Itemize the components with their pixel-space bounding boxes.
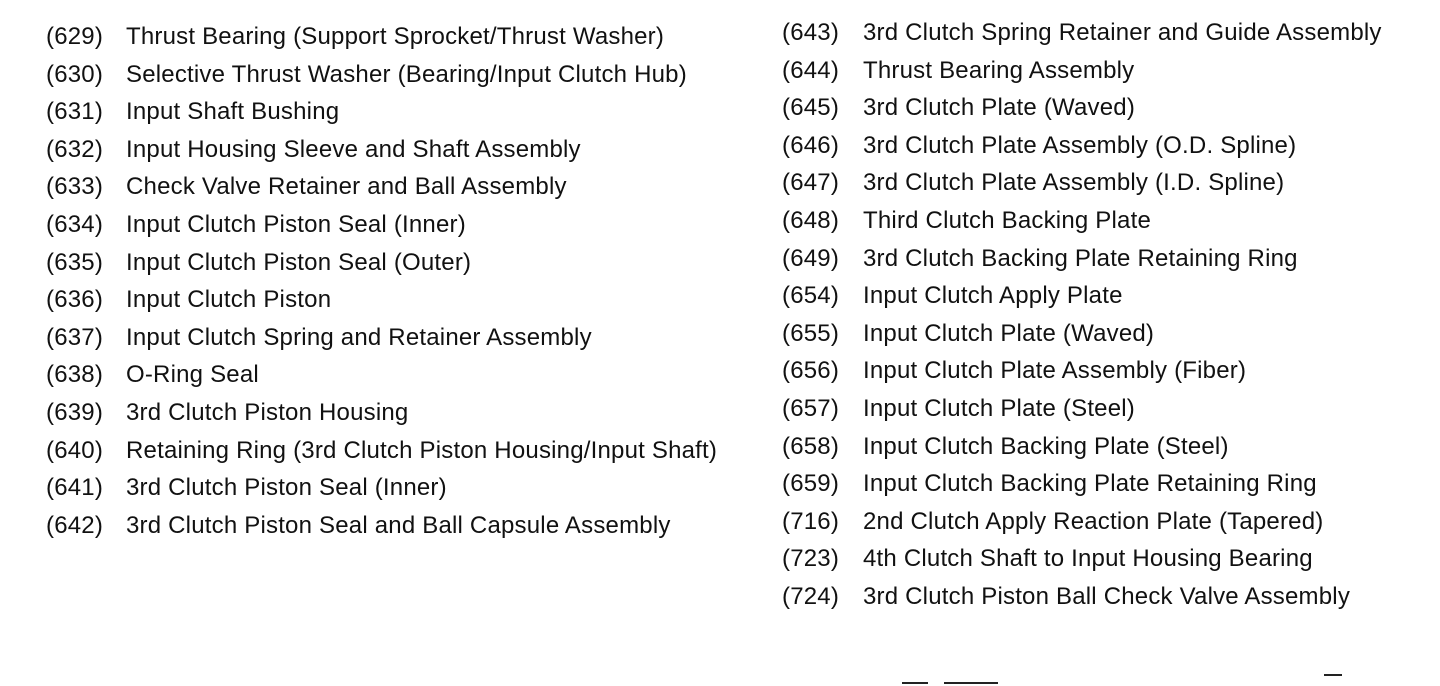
part-description: Check Valve Retainer and Ball Assembly [126,173,567,201]
part-entry [46,398,746,427]
part-entry [46,210,746,239]
part-description: 4th Clutch Shaft to Input Housing Bearing [863,545,1313,573]
scan-mark [902,682,928,684]
part-description: 3rd Clutch Spring Retainer and Guide Assembly [863,19,1382,46]
part-description: Input Clutch Piston Seal (Inner) [126,210,466,238]
part-number: (630) [46,60,104,88]
part-number: (724) [782,582,840,610]
part-entry [46,360,746,389]
part-number: (659) [782,470,840,498]
part-number: (641) [46,474,104,502]
right-parts-column [782,18,1432,620]
part-description: Input Clutch Backing Plate (Steel) [863,432,1229,460]
part-entry [46,248,746,277]
part-entry [46,22,746,51]
part-number: (635) [46,248,104,276]
part-number: (631) [46,98,104,126]
part-description: 2nd Clutch Apply Reaction Plate (Tapered) [863,507,1324,535]
part-entry [782,93,1432,122]
part-entry [782,206,1432,235]
part-description: Input Clutch Plate (Waved) [863,319,1155,347]
part-description: 3rd Clutch Piston Seal (Inner) [126,474,447,502]
part-number: (643) [782,19,840,46]
part-description: Input Shaft Bushing [126,98,340,126]
part-description: Input Clutch Plate Assembly (Fiber) [863,357,1247,385]
part-number: (640) [46,436,104,464]
part-description: O-Ring Seal [126,361,259,389]
part-entry [782,432,1432,461]
part-number: (649) [782,244,840,272]
part-entry [782,18,1432,47]
part-entry [782,356,1432,385]
part-entry [46,511,746,540]
part-number: (632) [46,135,104,163]
part-entry [782,582,1432,611]
part-number: (637) [46,323,104,351]
part-number: (636) [46,286,104,314]
part-entry [782,168,1432,197]
scan-mark [944,682,998,684]
part-entry [46,172,746,201]
part-number: (642) [46,511,104,539]
part-entry [46,60,746,89]
part-entry [782,544,1432,573]
part-number: (638) [46,361,104,389]
part-entry [782,394,1432,423]
part-entry [782,469,1432,498]
part-description: 3rd Clutch Plate Assembly (O.D. Spline) [863,131,1297,159]
part-description: Selective Thrust Washer (Bearing/Input Clutch Hub) [126,60,687,88]
part-entry [782,131,1432,160]
part-description: 3rd Clutch Piston Ball Check Valve Assembly [863,582,1351,610]
part-description: Input Clutch Piston Seal (Outer) [126,248,472,276]
part-number: (646) [782,131,840,159]
part-description: Retaining Ring (3rd Clutch Piston Housing/Input Shaft) [126,436,718,464]
part-description: Input Housing Sleeve and Shaft Assembly [126,135,581,163]
part-entry [46,97,746,126]
part-entry [46,436,746,465]
part-number: (648) [782,206,840,234]
part-description: 3rd Clutch Piston Seal and Ball Capsule Assembly [126,511,671,539]
part-number: (647) [782,169,840,197]
part-entry [46,473,746,502]
part-number: (634) [46,210,104,238]
part-description: Input Clutch Apply Plate [863,282,1123,310]
part-number: (723) [782,545,840,573]
part-entry [782,319,1432,348]
part-number: (645) [782,94,840,122]
part-number: (656) [782,357,840,385]
part-entry [46,135,746,164]
part-entry [46,285,746,314]
scan-mark [1324,674,1342,676]
part-number: (633) [46,173,104,201]
part-description: 3rd Clutch Backing Plate Retaining Ring [863,244,1298,272]
part-entry [782,56,1432,85]
part-description: Input Clutch Plate (Steel) [863,394,1136,422]
part-number: (654) [782,282,840,310]
part-description: 3rd Clutch Plate (Waved) [863,94,1136,122]
part-description: 3rd Clutch Piston Housing [126,398,409,426]
part-description: Input Clutch Piston [126,286,332,314]
part-number: (716) [782,507,840,535]
part-entry [46,323,746,352]
part-entry [782,507,1432,536]
part-description: Thrust Bearing Assembly [863,56,1135,84]
part-description: Input Clutch Spring and Retainer Assembly [126,323,592,351]
part-number: (644) [782,56,840,84]
part-description: Third Clutch Backing Plate [863,206,1151,234]
part-description: Input Clutch Backing Plate Retaining Ring [863,470,1317,498]
part-description: Thrust Bearing (Support Sprocket/Thrust Washer) [126,23,665,50]
part-entry [782,281,1432,310]
left-parts-column [46,22,746,548]
part-number: (629) [46,23,104,50]
part-number: (657) [782,394,840,422]
part-description: 3rd Clutch Plate Assembly (I.D. Spline) [863,169,1285,197]
part-number: (639) [46,398,104,426]
part-number: (655) [782,319,840,347]
part-number: (658) [782,432,840,460]
part-entry [782,244,1432,273]
